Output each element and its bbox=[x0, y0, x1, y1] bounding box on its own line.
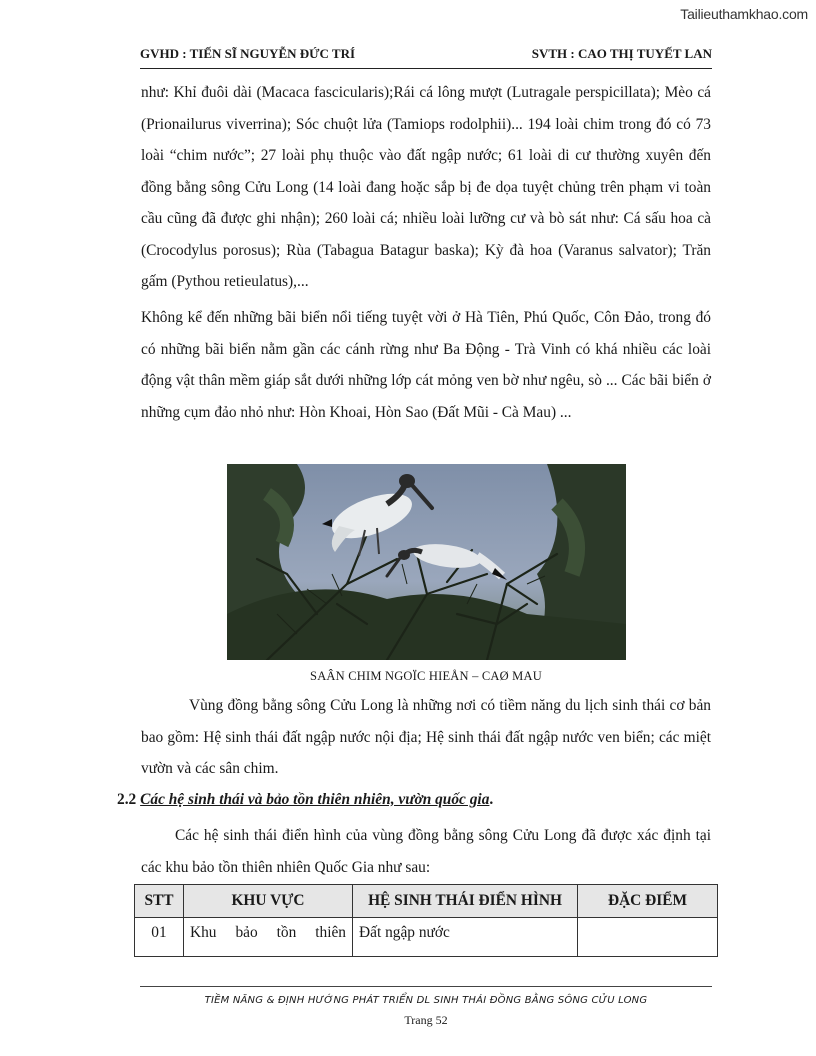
page-header bbox=[140, 46, 712, 62]
photo-caption: SAÂN CHIM NGOÏC HIEÅN – CAØ MAU bbox=[310, 669, 542, 683]
paragraph-intro-table: Các hệ sinh thái điển hình của vùng đồng bằng sông Cửu Long đã được xác định tại các khu bảo tồn thiên nhiên Quốc Gia như sau: bbox=[141, 827, 711, 876]
paragraph-species: như: Khỉ đuôi dài (Macaca fascicularis);Rái cá lông mượt (Lutragale perspicillata); Mèo cá (Prionailurus viverrina); Sóc chuột lửa (Tamiops rodolphii)... 194 loài chim trong đó có 73 loài “chim nước”; 27 loài phụ thuộc vào đất ngập nước; 61 loài di cư thường xuyên đến đồng bằng sông Cửu Long (14 loài đang hoặc sắp bị đe dọa tuyệt chủng trên phạm vi toàn cầu cũng đã được ghi nhận); 260 loài cá; nhiều loài lưỡng cư và bò sát như: Cá sấu hoa cà (Crocodylus porosus); Rùa (Tabagua Batagur baska); Kỳ đà hoa (Varanus salvator); Trăn gấm (Pythou retieulatus),... bbox=[141, 84, 711, 290]
section-title: Các hệ sinh thái và bảo tồn thiên nhiên, vườn quốc gia bbox=[140, 791, 490, 808]
watermark: Tailieuthamkhao.com bbox=[680, 6, 808, 22]
page-number: Trang 52 bbox=[404, 1013, 448, 1027]
cell-ecosystem: Đất ngập nước bbox=[353, 918, 578, 957]
table-row bbox=[135, 918, 718, 957]
footer-divider bbox=[140, 986, 712, 987]
cell-features bbox=[578, 918, 718, 957]
section-heading bbox=[117, 791, 493, 809]
section-number: 2.2 bbox=[117, 791, 137, 808]
header-divider bbox=[140, 68, 712, 69]
ecosystem-table bbox=[134, 884, 718, 957]
table-header-row bbox=[135, 885, 718, 918]
header-advisor: GVHD : TIẾN SĨ NGUYỄN ĐỨC TRÍ bbox=[140, 46, 356, 61]
header-ecosystem: HỆ SINH THÁI ĐIỂN HÌNH bbox=[353, 885, 578, 918]
section-title-period: . bbox=[489, 791, 494, 808]
cell-area: Khu bảo tồn thiên bbox=[184, 918, 353, 957]
cell-stt: 01 bbox=[135, 918, 184, 957]
header-features: ĐẶC ĐIỂM bbox=[578, 885, 718, 918]
bird-sanctuary-photo bbox=[227, 464, 626, 660]
header-stt: STT bbox=[135, 885, 184, 918]
storks-illustration bbox=[227, 464, 626, 660]
paragraph-potential: Vùng đồng bằng sông Cửu Long là những nơi có tiềm năng du lịch sinh thái cơ bản bao gồm: Hệ sinh thái đất ngập nước nội địa; Hệ sinh thái đất ngập nước ven biển; các miệt vườn và các sân chim. bbox=[141, 697, 711, 777]
paragraph-beaches: Không kể đến những bãi biển nổi tiếng tuyệt vời ở Hà Tiên, Phú Quốc, Côn Đảo, trong đó có những bãi biển nằm gần các cánh rừng như Ba Động - Trà Vinh có khá nhiều các loài động vật thân mềm giáp sắt dưới những lớp cát mỏng ven bờ như ngêu, sò ... Các bãi biển ở những cụm đảo nhỏ như: Hòn Khoai, Hòn Sao (Đất Mũi - Cà Mau) ... bbox=[141, 309, 711, 421]
header-area: KHU VỰC bbox=[184, 885, 353, 918]
footer-title: TIỀM NĂNG & ĐỊNH HƯỚNG PHÁT TRIỂN DL SINH THÁI ĐỒNG BẰNG SÔNG CỬU LONG bbox=[204, 995, 648, 1006]
header-student: SVTH : CAO THỊ TUYẾT LAN bbox=[531, 46, 712, 61]
